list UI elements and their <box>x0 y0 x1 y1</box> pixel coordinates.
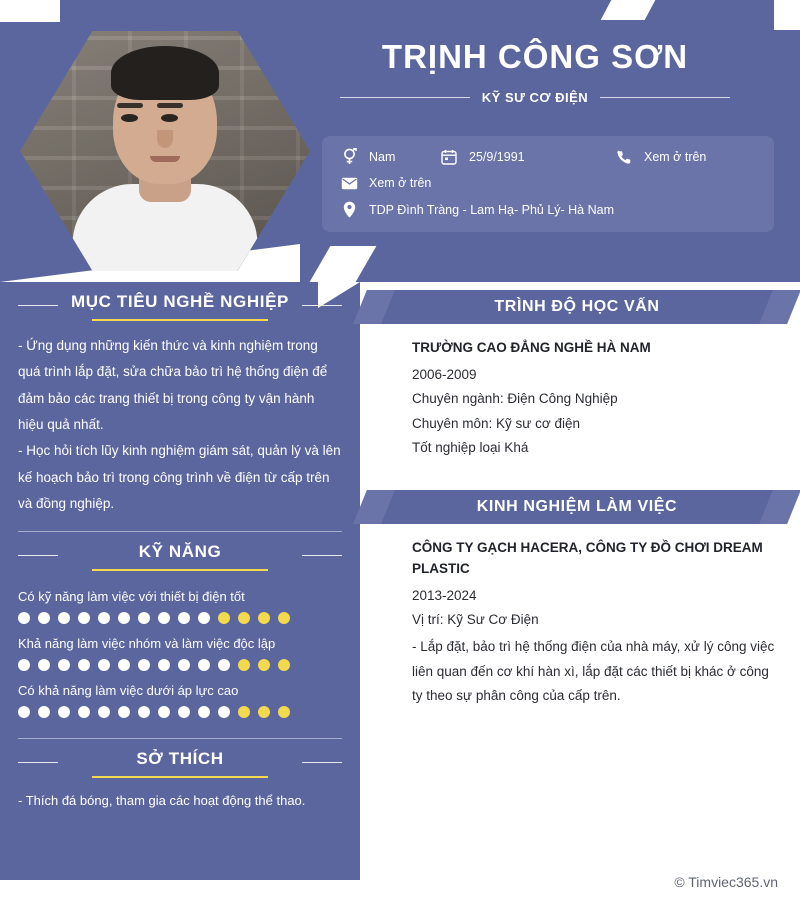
rating-dot-empty <box>38 706 50 718</box>
experience-company: CÔNG TY GẠCH HACERA, CÔNG TY ĐỒ CHƠI DREAM PLASTIC <box>412 540 763 577</box>
photo-person-brow-right <box>157 103 183 108</box>
skill-rating-dots <box>18 659 342 671</box>
rating-dot-empty <box>158 706 170 718</box>
rating-dot-filled <box>258 706 270 718</box>
photo-person-nose <box>157 130 173 148</box>
rating-dot-filled <box>238 659 250 671</box>
skill-item <box>0 589 360 624</box>
photo-person-brow-left <box>117 103 143 108</box>
contact-address-value: TDP Đình Tràng - Lam Hạ- Phủ Lý- Hà Nam <box>369 202 614 217</box>
education-years: 2006-2009 <box>412 366 477 382</box>
rating-dot-empty <box>78 612 90 624</box>
experience-years: 2013-2024 <box>412 587 477 603</box>
experience-banner <box>372 490 782 524</box>
rating-dot-empty <box>98 659 110 671</box>
candidate-name: TRỊNH CÔNG SƠN <box>381 38 689 75</box>
rating-dot-empty <box>38 612 50 624</box>
rating-dot-empty <box>158 612 170 624</box>
section-hobbies-header <box>18 739 342 784</box>
rating-dot-empty <box>178 706 190 718</box>
left-sidebar <box>0 282 360 906</box>
skills-underline <box>92 569 268 571</box>
photo-person-eye-right <box>161 114 178 122</box>
rating-dot-empty <box>18 612 30 624</box>
contact-address <box>338 201 614 218</box>
contact-dob <box>438 149 613 165</box>
rating-dot-empty <box>38 659 50 671</box>
header-notch-right <box>601 0 656 20</box>
rating-dot-empty <box>98 706 110 718</box>
header-notch-bottom <box>310 246 377 282</box>
envelope-icon <box>338 177 360 190</box>
contact-email <box>338 176 431 190</box>
photo-person-hair <box>111 46 219 100</box>
phone-icon <box>613 149 635 165</box>
hobbies-text: - Thích đá bóng, tham gia các hoạt động thể thao. <box>18 793 306 809</box>
rating-dot-empty <box>18 706 30 718</box>
objective-underline <box>92 319 268 321</box>
rating-dot-empty <box>158 659 170 671</box>
location-pin-icon <box>338 201 360 218</box>
education-block <box>372 338 782 460</box>
rating-dot-empty <box>118 659 130 671</box>
header-notch-corner <box>774 0 800 30</box>
rating-dot-empty <box>178 612 190 624</box>
rating-dot-filled <box>278 659 290 671</box>
skill-item <box>0 683 360 718</box>
job-title-rule-left <box>340 97 470 98</box>
education-specialty: Chuyên môn: Kỹ sư cơ điện <box>412 415 580 431</box>
rating-dot-empty <box>78 706 90 718</box>
skills-rule-left <box>18 555 58 556</box>
experience-description: - Lắp đặt, bảo trì hệ thống điện của nhà máy, xử lý công việc liên quan đến cơ khí hàn xì, lắp đặt các thiết bị khác ở công ty theo sự phân công của cấp trên. <box>412 638 775 704</box>
skill-label: Khả năng làm việc nhóm và làm việc độc lập <box>18 636 276 652</box>
contact-email-value: Xem ở trên <box>369 176 432 190</box>
rating-dot-empty <box>78 659 90 671</box>
footer-credit: © Timviec365.vn <box>674 874 778 890</box>
header-notch-left <box>0 0 60 22</box>
objective-body <box>0 327 360 517</box>
contact-phone <box>613 149 706 165</box>
education-school: TRƯỜNG CAO ĐẲNG NGHỀ HÀ NAM <box>412 340 651 355</box>
skills-title: KỸ NĂNG <box>138 542 222 562</box>
rating-dot-empty <box>218 659 230 671</box>
section-gap <box>372 460 782 490</box>
rating-dot-empty <box>218 706 230 718</box>
rating-dot-empty <box>58 706 70 718</box>
rating-dot-empty <box>58 612 70 624</box>
rating-dot-empty <box>58 659 70 671</box>
contact-gender <box>338 148 438 165</box>
education-grade: Tốt nghiệp loại Khá <box>412 439 529 455</box>
skill-rating-dots <box>18 706 342 718</box>
rating-dot-empty <box>18 659 30 671</box>
skill-item <box>0 636 360 671</box>
contact-phone-value: Xem ở trên <box>644 149 707 164</box>
objective-rule-right <box>302 305 342 306</box>
rating-dot-empty <box>198 706 210 718</box>
education-major: Chuyên ngành: Điện Công Nghiệp <box>412 391 618 407</box>
rating-dot-empty <box>118 612 130 624</box>
section-skills-header <box>18 532 342 577</box>
job-title-rule-right <box>600 97 730 98</box>
hobbies-rule-left <box>18 762 58 763</box>
photo-person-mouth <box>150 156 180 162</box>
photo-person <box>65 61 265 276</box>
job-title-row <box>290 90 780 105</box>
contact-gender-value: Nam <box>369 149 396 164</box>
contact-row-1 <box>338 148 758 165</box>
rating-dot-empty <box>178 659 190 671</box>
calendar-icon <box>438 149 460 165</box>
experience-position: Vị trí: Kỹ Sư Cơ Điện <box>412 612 539 628</box>
rating-dot-empty <box>138 659 150 671</box>
rating-dot-filled <box>238 612 250 624</box>
objective-rule-left <box>18 305 58 306</box>
contact-dob-value: 25/9/1991 <box>469 149 525 164</box>
education-banner-tag-right <box>759 290 800 324</box>
rating-dot-filled <box>218 612 230 624</box>
rating-dot-filled <box>258 659 270 671</box>
objective-title: MỤC TIÊU NGHỀ NGHIỆP <box>71 292 289 311</box>
rating-dot-empty <box>138 612 150 624</box>
rating-dot-empty <box>138 706 150 718</box>
rating-dot-filled <box>278 706 290 718</box>
job-title: KỸ SƯ CƠ ĐIỆN <box>481 90 589 105</box>
hobbies-rule-right <box>302 762 342 763</box>
right-content <box>372 290 782 709</box>
skills-rule-right <box>302 555 342 556</box>
sidebar-bottom-cut <box>0 880 360 906</box>
rating-dot-empty <box>198 612 210 624</box>
skill-rating-dots <box>18 612 342 624</box>
experience-banner-tag-right <box>759 490 800 524</box>
experience-title: KINH NGHIỆM LÀM VIỆC <box>476 498 678 516</box>
skill-label: Có kỹ năng làm việc với thiết bị điện tốt <box>18 589 245 605</box>
contact-row-2 <box>338 176 758 190</box>
experience-block <box>372 538 782 709</box>
gender-icon <box>338 148 360 165</box>
photo-person-eye-left <box>121 114 138 122</box>
contact-row-3 <box>338 201 758 218</box>
skill-label: Có khả năng làm việc dưới áp lực cao <box>18 683 239 699</box>
rating-dot-filled <box>258 612 270 624</box>
profile-photo-hexagon <box>20 26 310 276</box>
education-banner <box>372 290 782 324</box>
objective-paragraph-1: - Ứng dụng những kiến thức và kinh nghiệm trong quá trình lắp đặt, sửa chữa bảo trì hệ thống điện để đảm bảo các trang thiết bị trong công ty vận hành hiệu quả nhất. <box>18 338 328 432</box>
profile-photo <box>20 26 310 276</box>
rating-dot-empty <box>198 659 210 671</box>
rating-dot-empty <box>118 706 130 718</box>
rating-dot-filled <box>238 706 250 718</box>
rating-dot-filled <box>278 612 290 624</box>
contact-panel <box>322 136 774 232</box>
objective-paragraph-2: - Học hỏi tích lũy kinh nghiệm giám sát, quản lý và lên kế hoạch bảo trì trong công trình về điện từ cấp trên và đồng nghiệp. <box>18 443 341 511</box>
rating-dot-empty <box>98 612 110 624</box>
header-band <box>0 0 800 282</box>
hobbies-title: SỞ THÍCH <box>136 749 224 769</box>
hobbies-underline <box>92 776 268 778</box>
education-title: TRÌNH ĐỘ HỌC VẤN <box>494 298 660 315</box>
section-objective-header <box>18 282 342 327</box>
